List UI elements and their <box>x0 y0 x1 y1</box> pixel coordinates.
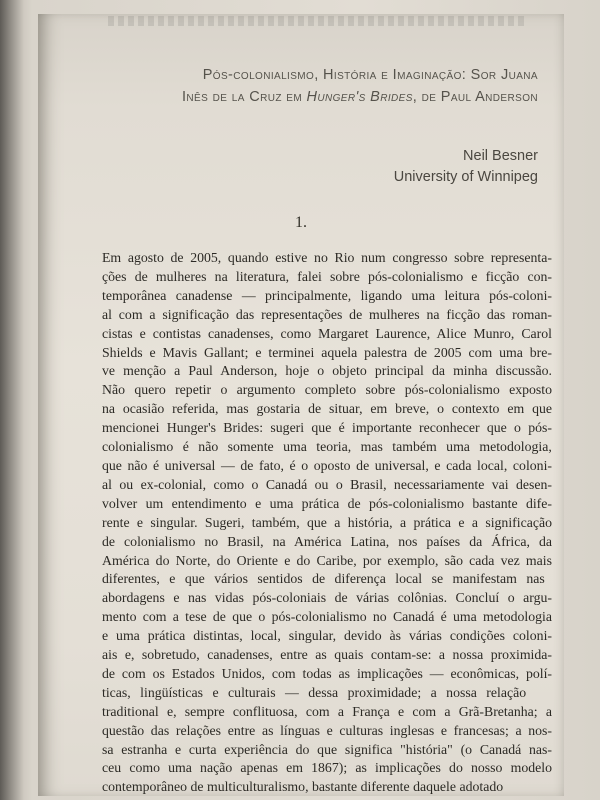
chapter-title <box>78 64 538 108</box>
author-name: Neil Besner <box>463 148 538 164</box>
title-suffix: , de Paul Anderson <box>412 89 538 105</box>
body-line: ve menção a Paul Anderson, hoje o objeto principal da minha discussão. <box>102 363 552 379</box>
author-affiliation: University of Winnipeg <box>393 169 538 185</box>
body-line: que não é universal — de fato, é o oposto de universal, e cada local, coloni- <box>102 457 552 473</box>
faded-running-header <box>108 16 528 26</box>
body-line: América do Norte, do Oriente e do Caribe, por exemplo, são cada vez mais <box>102 552 552 568</box>
body-line: temporânea canadense — principalmente, ligando uma leitura pós-coloni- <box>102 287 552 303</box>
author-block <box>394 146 538 188</box>
body-line: mento com a tese de que o pós-colonialismo no Canadá é uma metodologia <box>102 609 552 625</box>
body-line: al ou ex-colonial, como o Canadá ou o Brasil, necessariamente vai desen- <box>102 476 552 492</box>
body-line: mencionei Hunger's Brides: sugeri que é importante reconhecer que o pós- <box>102 420 552 436</box>
section-number: 1. <box>295 214 307 231</box>
body-line: questão das relações entre as línguas e culturas inglesas e francesas; a nos- <box>102 722 552 738</box>
body-line: Shields e Mavis Gallant; e terminei aquela palestra de 2005 com uma bre- <box>102 344 552 360</box>
body-line: abordagens e nas vidas pós-coloniais de várias colônias. Concluí o argu- <box>102 590 552 606</box>
body-line: rente e singular. Sugeri, também, que a história, a prática e a significação <box>102 514 552 530</box>
body-line: cistas e contistas canadenses, como Margaret Laurence, Alice Munro, Carol <box>102 325 552 341</box>
body-line: traditional e, sempre conflituosa, com a França e com a Grã-Bretanha; a <box>102 703 552 719</box>
body-line: ais e, sobretudo, canadenses, entre as quais contam-se: a nossa proximida- <box>102 647 552 663</box>
body-text <box>102 249 552 796</box>
book-page <box>38 14 564 796</box>
body-line: sa estranha e curta experiência do que significa "história" (o Canadá nas- <box>102 741 552 757</box>
body-line: na ocasião referida, mas gostaria de situar, em breve, o contexto em que <box>102 401 552 417</box>
body-line: Em agosto de 2005, quando estive no Rio num congresso sobre representa- <box>102 250 552 265</box>
body-line: colonialismo é não somente uma teoria, mas também uma metodologia, <box>102 439 552 455</box>
body-line: ticas, lingüísticas e culturais — dessa proximidade; a nossa relação <box>102 684 527 700</box>
body-line: contemporâneo de multiculturalismo, bastante diferente daquele adotado <box>102 779 504 795</box>
body-line: e uma prática distintas, local, singular, devido às várias condições coloni- <box>102 628 552 644</box>
title-book-name: Hunger's Brides <box>306 89 413 105</box>
body-line: ceu como uma nação apenas em 1867); as implicações do nosso modelo <box>102 760 552 776</box>
body-line: diferentes, e que vários sentidos de diferença local se manifestam nas <box>102 571 545 587</box>
body-line: volver um entendimento e uma prática de pós-colonialismo bastante dife- <box>102 495 552 511</box>
chapter-title-line-2 <box>78 86 538 108</box>
body-line: Não quero repetir o argumento completo sobre pós-colonialismo exposto <box>102 382 552 398</box>
body-line: de colonialismo no Brasil, na América Latina, nos países da África, da <box>102 533 552 549</box>
body-line: de com os Estados Unidos, com todas as implicações — econômicas, polí- <box>102 665 552 681</box>
title-prefix: Inês de la Cruz em <box>182 89 307 105</box>
body-line: al com a significação das representações de mulheres na ficção das roman- <box>102 306 552 322</box>
body-line: ções de mulheres na literatura, falei sobre pós-colonialismo e ficção con- <box>102 268 552 284</box>
chapter-title-line-1: Pós-colonialismo, História e Imaginação: Sor Juana <box>202 67 538 83</box>
